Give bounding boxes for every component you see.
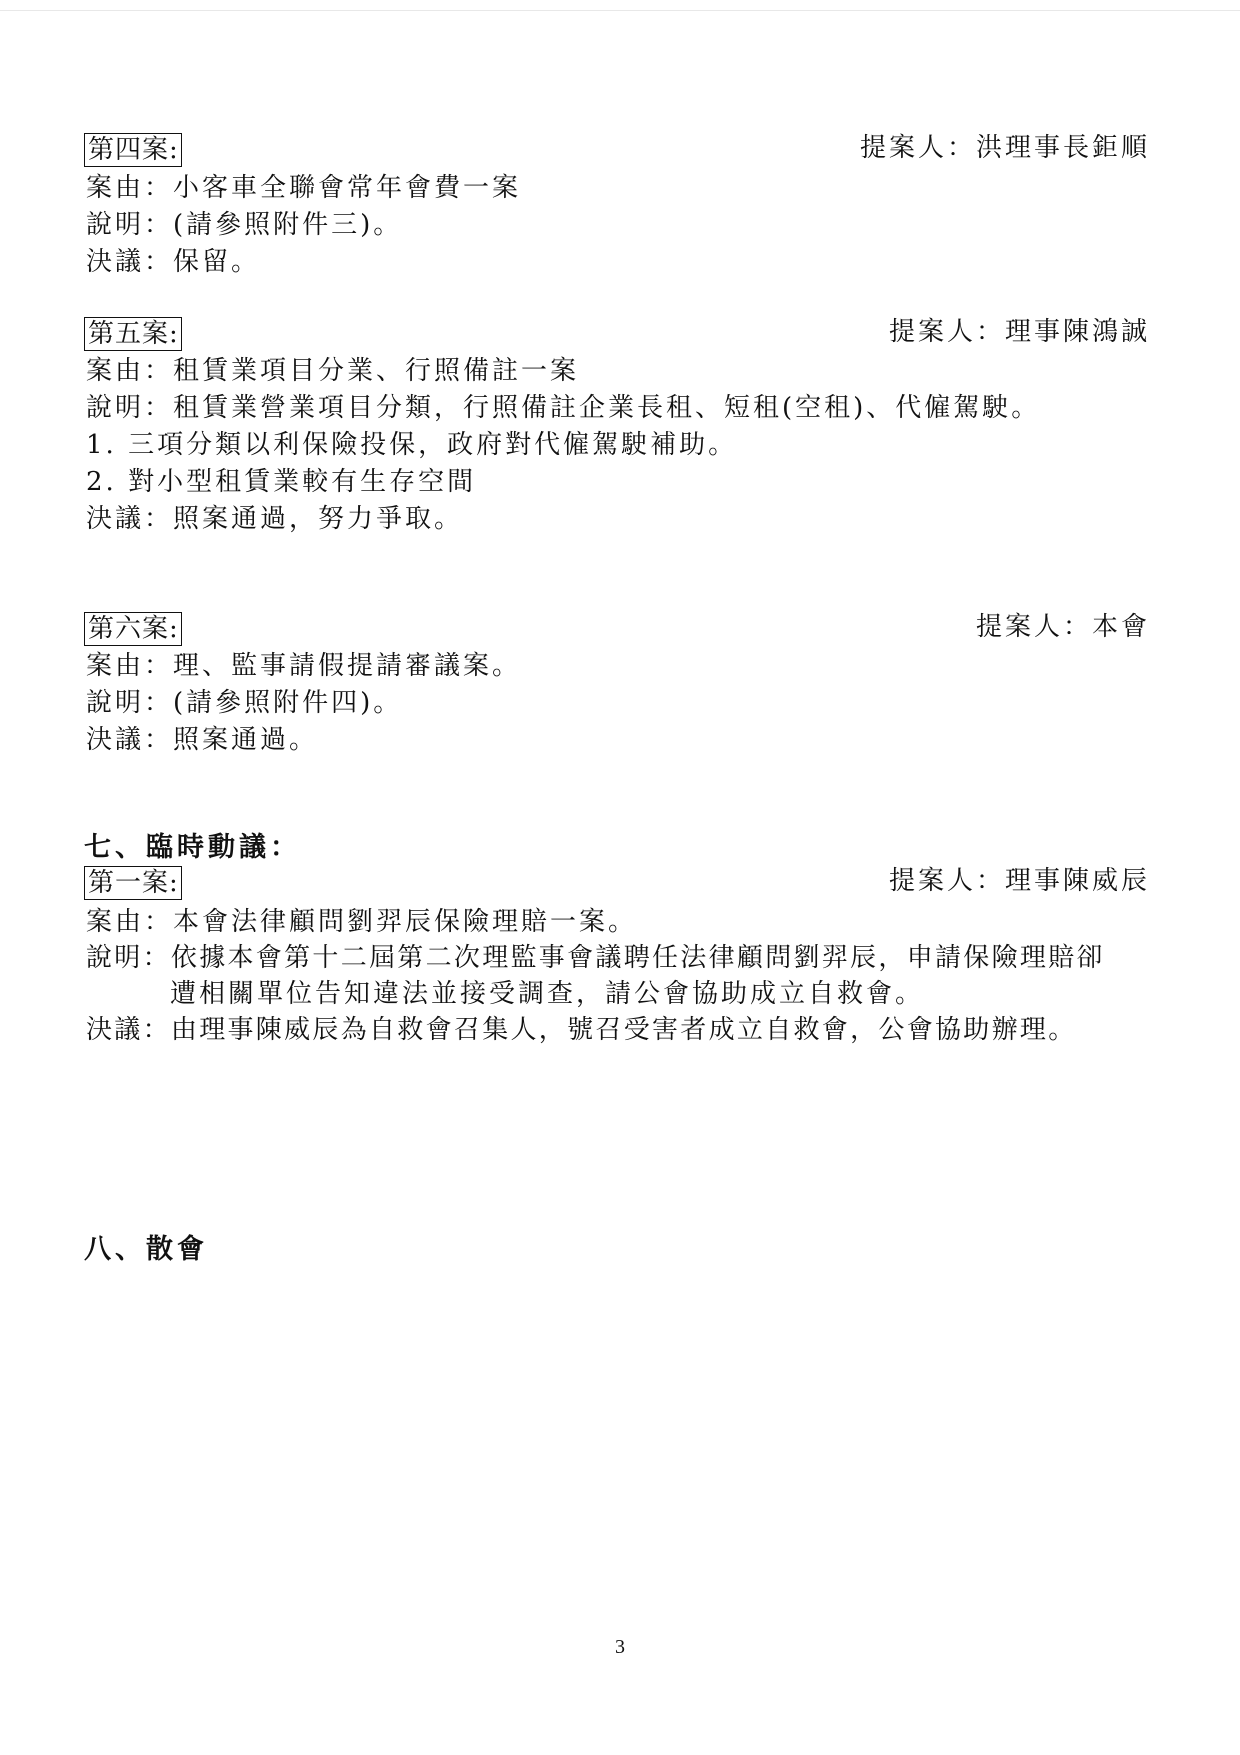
section7-case1-explanation-line1: 說明：依據本會第十二屆第二次理監事會議聘任法律顧問劉羿辰，申請保險理賠卻 <box>86 943 1105 973</box>
case5-item-1: 1. 三項分類以利保險投保，政府對代僱駕駛補助。 <box>86 430 738 460</box>
case6-proposer: 提案人：本會 <box>975 612 1150 642</box>
section7-heading: 七、臨時動議： <box>84 832 301 863</box>
case5-reason: 案由：租賃業項目分業、行照備註一案 <box>86 356 580 386</box>
case6-label: 第六案: <box>84 612 182 646</box>
case5-proposer: 提案人：理事陳鴻誠 <box>888 317 1150 347</box>
section7-case1-explanation-line2: 遭相關單位告知違法並接受調查，請公會協助成立自救會。 <box>170 979 925 1009</box>
case6-reason: 案由：理、監事請假提請審議案。 <box>86 651 522 681</box>
case4-label: 第四案: <box>84 133 182 167</box>
scan-edge-line <box>0 10 1240 11</box>
case4-explanation: 說明：(請參照附件三)。 <box>86 210 403 240</box>
case6-explanation: 說明：(請參照附件四)。 <box>86 688 403 718</box>
case4-proposer: 提案人：洪理事長鉅順 <box>859 133 1150 163</box>
section7-case1-reason: 案由：本會法律顧問劉羿辰保險理賠一案。 <box>86 907 638 937</box>
case5-label: 第五案: <box>84 317 182 351</box>
section7-case1-proposer: 提案人：理事陳威辰 <box>888 866 1150 896</box>
page-number: 3 <box>615 1636 625 1658</box>
case6-resolution: 決議：照案通過。 <box>86 725 319 755</box>
case5-explanation: 說明：租賃業營業項目分類，行照備註企業長租、短租(空租)、代僱駕駛。 <box>86 393 1041 423</box>
section8-heading: 八、散會 <box>84 1234 208 1265</box>
section7-case1-resolution: 決議：由理事陳威辰為自救會召集人，號召受害者成立自救會，公會協助辦理。 <box>86 1015 1077 1045</box>
case4-resolution: 決議：保留。 <box>86 247 261 277</box>
case4-reason: 案由：小客車全聯會常年會費一案 <box>86 173 522 203</box>
case5-resolution: 決議：照案通過，努力爭取。 <box>86 504 464 534</box>
case5-item-2: 2. 對小型租賃業較有生存空間 <box>86 467 477 497</box>
section7-case1-label: 第一案: <box>84 866 182 900</box>
